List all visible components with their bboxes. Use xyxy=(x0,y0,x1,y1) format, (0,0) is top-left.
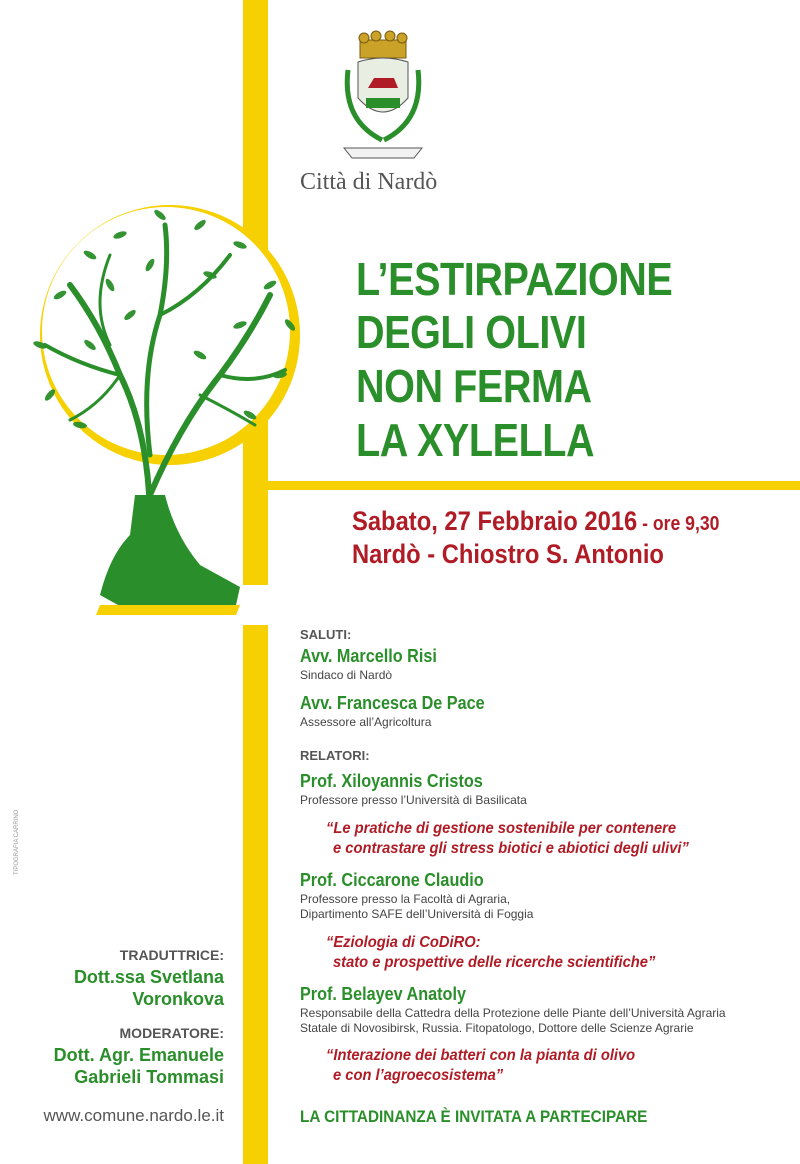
speaker-role: Professore presso la Facoltà di Agraria, xyxy=(300,892,511,906)
event-date-text: Sabato, 27 Febbraio 2016 xyxy=(352,506,638,536)
speaker-role: Assessore all’Agricoltura xyxy=(300,715,432,729)
olive-tree-illustration xyxy=(0,195,330,625)
title-line-2: DEGLI OLIVI xyxy=(356,306,587,358)
moderatore-name-line-2: Gabrieli Tommasi xyxy=(74,1067,224,1087)
city-name: Città di Nardò xyxy=(300,169,438,195)
print-credit: TIPOGRAFIA CARRINO xyxy=(14,809,20,875)
talk-title-line-2: e contrastare gli stress biotici e abiotici degli ulivi” xyxy=(333,840,689,857)
website-link[interactable]: www.comune.nardo.le.it xyxy=(43,1106,224,1125)
speaker-role: Statale di Novosibirsk, Russia. Fitopatologo, Dottore delle Scienze Agrarie xyxy=(300,1021,694,1035)
talk-title-line-1: “Eziologia di CoDiRO: xyxy=(326,934,481,951)
moderatore-name-line-1: Dott. Agr. Emanuele xyxy=(53,1045,224,1065)
speaker-name: Prof. Belayev Anatoly xyxy=(300,984,466,1004)
traduttrice-label: TRADUTTRICE: xyxy=(119,947,224,963)
speaker-name: Prof. Xiloyannis Cristos xyxy=(300,771,483,791)
moderatore-label: MODERATORE: xyxy=(119,1025,224,1041)
event-date xyxy=(352,504,719,541)
speaker-role: Dipartimento SAFE dell’Università di Foggia xyxy=(300,907,534,921)
event-time: - ore 9,30 xyxy=(637,513,720,535)
event-place: Nardò - Chiostro S. Antonio xyxy=(352,539,664,569)
relatori-label: RELATORI: xyxy=(300,748,370,763)
speaker-name: Prof. Ciccarone Claudio xyxy=(300,870,484,890)
title-line-4: LA XYLELLA xyxy=(356,414,595,466)
invitation-text: LA CITTADINANZA È INVITATA A PARTECIPARE xyxy=(300,1107,648,1126)
coat-of-arms-logo xyxy=(338,30,428,165)
talk-title-line-1: “Interazione dei batteri con la pianta di olivo xyxy=(326,1047,636,1064)
talk-title-line-2: e con l’agroecosistema” xyxy=(333,1067,504,1084)
speaker-role: Sindaco di Nardò xyxy=(300,668,393,682)
speaker-name: Avv. Francesca De Pace xyxy=(300,693,485,713)
talk-title-line-2: stato e prospettive delle ricerche scientifiche” xyxy=(333,954,656,971)
speaker-role: Responsabile della Cattedra della Protezione delle Piante dell’Università Agraria xyxy=(300,1006,726,1020)
yellow-vertical-bar-bottom xyxy=(243,625,268,1164)
title-line-1: L’ESTIRPAZIONE xyxy=(356,253,673,305)
traduttrice-name-line-1: Dott.ssa Svetlana xyxy=(73,967,224,987)
saluti-label: SALUTI: xyxy=(300,627,352,642)
speaker-role: Professore presso l’Università di Basilicata xyxy=(300,793,527,807)
title-line-3: NON FERMA xyxy=(356,360,592,412)
talk-title-line-1: “Le pratiche di gestione sostenibile per contenere xyxy=(326,820,677,837)
speaker-name: Avv. Marcello Risi xyxy=(300,646,437,666)
traduttrice-name-line-2: Voronkova xyxy=(132,989,224,1009)
